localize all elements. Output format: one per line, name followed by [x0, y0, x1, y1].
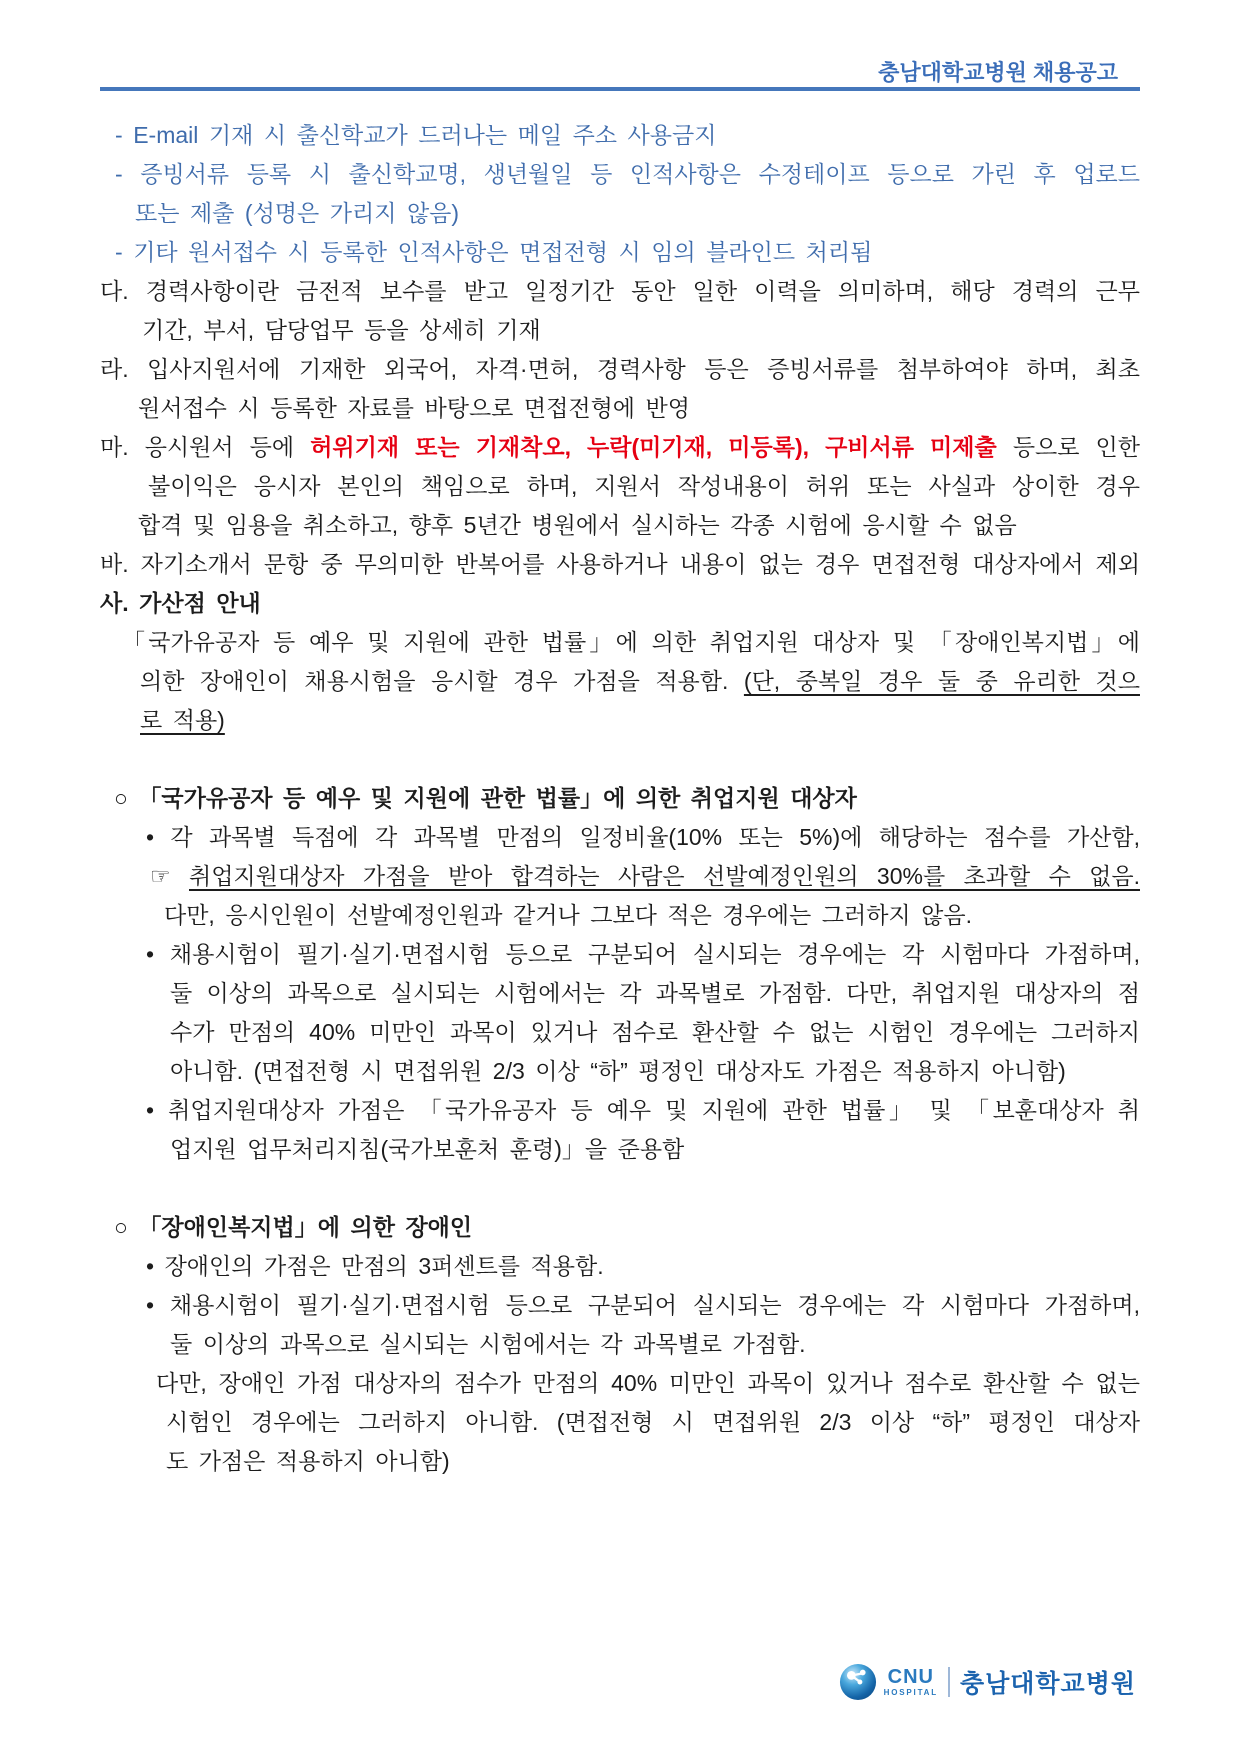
text-line — [100, 857, 1140, 896]
text-segment: 원서접수 시 등록한 자료를 바탕으로 면접전형에 반영 — [138, 395, 690, 421]
text-segment: 둘 이상의 과목으로 실시되는 시험에서는 각 과목별로 가점함. 다만, 취업지원 대상자의 점 — [170, 980, 1140, 1006]
text-segment: 등으로 인한 — [996, 434, 1140, 460]
text-line — [100, 896, 1140, 935]
text-segment: 허위기재 또는 기재착오, 누락(미기재, 미등록), 구비서류 미제출 — [310, 434, 997, 460]
text-segment: (단, 중복일 경우 둘 중 유리한 것으 — [743, 668, 1140, 694]
text-line — [100, 506, 1140, 545]
text-line — [100, 1442, 1140, 1481]
text-line — [100, 1325, 1140, 1364]
text-line — [100, 935, 1140, 974]
text-line — [100, 545, 1140, 584]
text-segment: 불이익은 응시자 본인의 책임으로 하며, 지원서 작성내용이 허위 또는 사실과 상이한 경우 — [148, 473, 1140, 499]
text-line — [100, 974, 1140, 1013]
text-line — [100, 1364, 1140, 1403]
text-line — [100, 1091, 1140, 1130]
text-line — [100, 272, 1140, 311]
text-segment: - 기타 원서접수 시 등록한 인적사항은 면접전형 시 임의 블라인드 처리됨 — [115, 239, 873, 265]
text-line — [100, 1247, 1140, 1286]
text-segment: 마. 응시원서 등에 — [100, 434, 311, 460]
text-line — [100, 311, 1140, 350]
text-segment: 업지원 업무처리지침(국가보훈처 훈령)」을 준용함 — [170, 1136, 685, 1162]
text-segment: ☞ — [150, 863, 189, 889]
text-segment: - 증빙서류 등록 시 출신학교명, 생년월일 등 인적사항은 수정테이프 등으로 가린 후 업로드 — [115, 161, 1140, 187]
page-title: 충남대학교병원 채용공고 — [878, 60, 1118, 85]
text-segment: • 장애인의 가점은 만점의 3퍼센트를 적용함. — [146, 1253, 604, 1279]
text-line — [100, 1208, 1140, 1247]
document-body — [100, 116, 1140, 1481]
hospital-text: HOSPITAL — [883, 1688, 938, 1697]
text-segment: • 취업지원대상자 가점은 「국가유공자 등 예우 및 지원에 관한 법률」 및 「보훈대상자 취 — [146, 1097, 1140, 1123]
text-segment: 도 가점은 적용하지 아니함) — [166, 1448, 450, 1474]
text-line — [100, 194, 1140, 233]
text-line — [100, 350, 1140, 389]
logo-divider — [948, 1667, 950, 1697]
text-segment: • 각 과목별 득점에 각 과목별 만점의 일정비율(10% 또는 5%)에 해당하는 점수를 가산함, — [146, 824, 1140, 850]
text-segment: 로 적용) — [140, 707, 225, 733]
cnu-globe-icon — [839, 1663, 877, 1701]
text-segment: 의한 장애인이 채용시험을 응시할 경우 가점을 적용함. — [140, 668, 744, 694]
text-segment: 「국가유공자 등 예우 및 지원에 관한 법률」에 의한 취업지원 대상자 및 「장애인복지법」에 — [122, 629, 1140, 655]
text-segment: • 채용시험이 필기·실기·면접시험 등으로 구분되어 실시되는 경우에는 각 시험마다 가점하며, — [146, 941, 1140, 967]
text-segment: - E-mail 기재 시 출신학교가 드러나는 메일 주소 사용금지 — [115, 122, 717, 148]
cnu-wordmark — [884, 1667, 938, 1697]
footer-logo — [839, 1663, 1136, 1701]
text-segment: 바. 자기소개서 문항 중 무의미한 반복어를 사용하거나 내용이 없는 경우 면접전형 대상자에서 제외 — [100, 551, 1140, 577]
text-segment: 다만, 장애인 가점 대상자의 점수가 만점의 40% 미만인 과목이 있거나 점수로 환산할 수 없는 — [156, 1370, 1140, 1396]
text-line — [100, 818, 1140, 857]
text-line — [100, 1013, 1140, 1052]
text-segment: 또는 제출 (성명은 가리지 않음) — [135, 200, 460, 226]
text-line — [100, 428, 1140, 467]
text-segment: 아니함. (면접전형 시 면접위원 2/3 이상 “하” 평정인 대상자도 가점은 적용하지 아니함) — [170, 1058, 1066, 1084]
text-line — [100, 1130, 1140, 1169]
text-segment: 수가 만점의 40% 미만인 과목이 있거나 점수로 환산할 수 없는 시험인 경우에는 그러하지 — [170, 1019, 1140, 1045]
text-segment: 라. 입사지원서에 기재한 외국어, 자격·면허, 경력사항 등은 증빙서류를 첨부하여야 하며, 최초 — [100, 356, 1140, 382]
text-segment: 시험인 경우에는 그러하지 아니함. (면접전형 시 면접위원 2/3 이상 “하” 평정인 대상자 — [166, 1409, 1140, 1435]
text-segment: 둘 이상의 과목으로 실시되는 시험에서는 각 과목별로 가점함. — [170, 1331, 806, 1357]
text-line — [100, 389, 1140, 428]
text-segment: 취업지원대상자 가점을 받아 합격하는 사람은 선발예정인원의 30%를 초과할 수 없음. — [189, 863, 1140, 889]
text-segment: • 채용시험이 필기·실기·면접시험 등으로 구분되어 실시되는 경우에는 각 시험마다 가점하며, — [146, 1292, 1140, 1318]
text-line — [100, 701, 1140, 740]
text-segment: 다. 경력사항이란 금전적 보수를 받고 일정기간 동안 일한 이력을 의미하며, 해당 경력의 근무 — [100, 278, 1140, 304]
text-segment: 사. 가산점 안내 — [100, 590, 261, 616]
hospital-name: 충남대학교병원 — [959, 1670, 1136, 1698]
text-line — [100, 116, 1140, 155]
header-rule — [100, 87, 1140, 91]
text-segment: ○ 「국가유공자 등 예우 및 지원에 관한 법률」에 의한 취업지원 대상자 — [114, 785, 857, 811]
text-line — [100, 233, 1140, 272]
text-segment: 합격 및 임용을 취소하고, 향후 5년간 병원에서 실시하는 각종 시험에 응시할 수 없음 — [138, 512, 1017, 538]
text-line — [100, 1403, 1140, 1442]
text-line — [100, 1052, 1140, 1091]
text-line — [100, 779, 1140, 818]
text-line — [100, 623, 1140, 662]
cnu-text: CNU — [887, 1666, 934, 1688]
text-segment: 기간, 부서, 담당업무 등을 상세히 기재 — [142, 317, 541, 343]
text-segment: 다만, 응시인원이 선발예정인원과 같거나 그보다 적은 경우에는 그러하지 않음. — [164, 902, 972, 928]
text-line — [100, 155, 1140, 194]
text-segment: ○ 「장애인복지법」에 의한 장애인 — [114, 1214, 473, 1240]
text-line — [100, 662, 1140, 701]
text-line — [100, 1286, 1140, 1325]
text-line — [100, 467, 1140, 506]
text-line — [100, 584, 1140, 623]
